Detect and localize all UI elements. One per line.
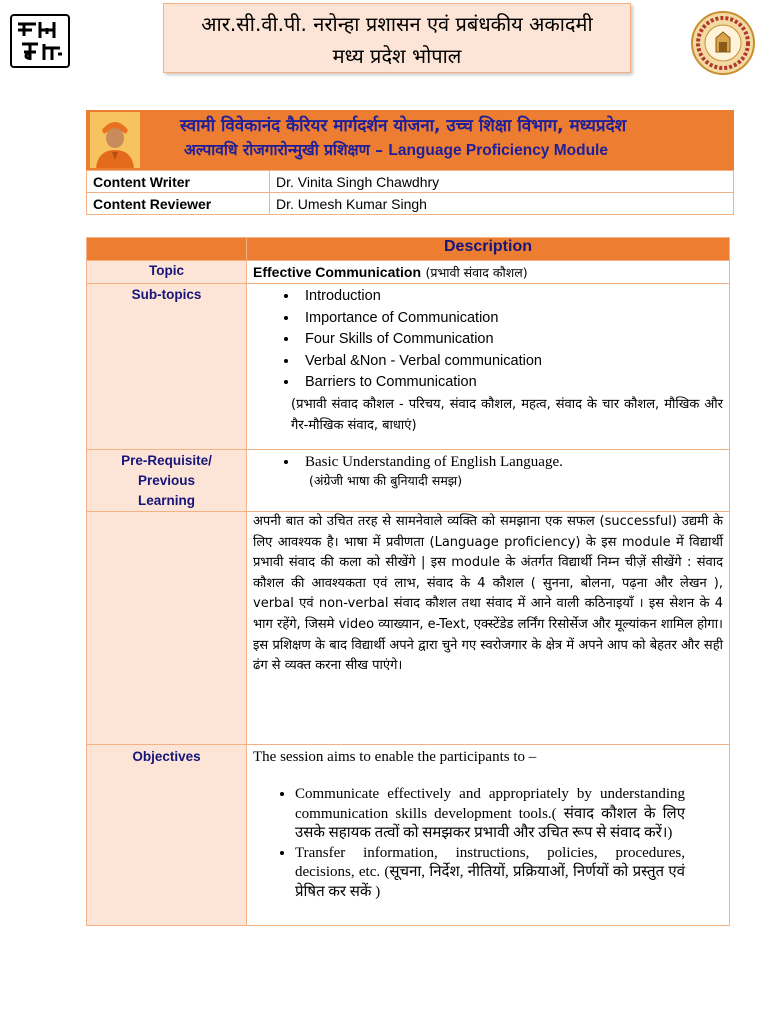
intro-row <box>87 512 730 745</box>
banner-subtitle-english: Language Proficiency Module <box>388 142 608 159</box>
objectives-row <box>87 745 730 926</box>
subtopics-hindi: (प्रभावी संवाद कौशल - परिचय, संवाद कौशल, महत्व, संवाद के चार कौशल, मौखिक और गैर-मौखिक संवाद, बाधाएं) <box>291 396 723 433</box>
subtopics-cell <box>247 284 730 450</box>
prerequisite-item: • Basic Understanding of English Language. <box>299 452 729 472</box>
objective-item: • Communicate effectively and appropriately by understanding communication skills development tools.( संवाद कौशल के लिए उसके सहायक तत्वों को समझकर प्रभावी और उचित रूप से संवाद करें।) <box>295 785 685 844</box>
prerequisite-cell <box>247 450 730 512</box>
writer-row <box>87 171 734 193</box>
intro-paragraph: अपनी बात को उचित तरह से सामनेवाले व्यक्ति को समझाना एक सफल (successful) उद्यमी के लिए आवश्यक है। भाषा में प्रवीणता (Language proficiency) के इस module में विद्यार्थी प्रभावी संवाद की कला को सीखेंगे | इस module के अंतर्गत विद्यार्थी निम्न चीज़ें सीखेंगे : संवाद कौशल की आवश्यकता एवं लाभ, संवाद के 4 कौशल ( सुनना, बोलना, पढ़ना और लेखन ), verbal एवं non-verbal संवाद कौशल तथा संवाद में आने वाली कठिनाइयाँ । इस सेशन के 4 भाग रहेंगे, जिसमे video व्याख्यान, e-Text, एक्स्टेंडेड लर्निंग रिसोर्सेज और मूल्यांकन शामिल होगा। इस प्रशिक्षण के बाद विद्यार्थी अपने द्वारा चुने गए स्वरोजगार के क्षेत्र में अपने आप को बेहतर और सही ढंग से व्यक्त करना सीख पाएंगे। <box>253 514 723 674</box>
header-title-line2: मध्य प्रदेश भोपाल <box>332 44 462 68</box>
scheme-banner <box>86 110 734 170</box>
banner-subtitle <box>184 138 608 160</box>
description-table <box>86 237 730 926</box>
reviewer-label: Content Reviewer <box>87 193 270 215</box>
objectives-intro: The session aims to enable the participants to – <box>253 749 537 765</box>
description-header-spacer <box>87 238 247 261</box>
header-title-line1: आर.सी.वी.पी. नरोन्हा प्रशासन एवं प्रबंधकीय अकादमी <box>201 12 593 36</box>
description-heading: Description <box>247 238 730 261</box>
prerequisite-label-line3: Learning <box>137 493 195 508</box>
reviewer-value: Dr. Umesh Kumar Singh <box>270 193 734 215</box>
vivekananda-portrait <box>90 112 140 168</box>
prerequisite-hindi: (अंग्रेजी भाषा की बुनियादी समझ) <box>309 473 463 488</box>
subtopic-item: • Importance of Communication <box>299 308 729 330</box>
prerequisite-label-line1: Pre-Requisite/ <box>121 453 212 468</box>
objectives-cell <box>247 745 730 926</box>
topic-value-hindi: (प्रभावी संवाद कौशल) <box>425 265 528 280</box>
writer-label: Content Writer <box>87 171 270 193</box>
writer-value: Dr. Vinita Singh Chawdhry <box>270 171 734 193</box>
prerequisite-label-line2: Previous <box>137 473 196 488</box>
banner-subtitle-hindi: अल्पावधि रोजगारोन्मुखी प्रशिक्षण – <box>184 141 383 159</box>
subtopic-item: • Verbal &Non - Verbal communication <box>299 351 729 373</box>
subtopics-label: Sub-topics <box>87 284 247 450</box>
subtopics-row <box>87 284 730 450</box>
description-header-row <box>87 238 730 261</box>
government-emblem <box>688 10 758 76</box>
topic-value-english: Effective Communication <box>253 264 422 280</box>
objectives-label: Objectives <box>87 745 247 926</box>
prerequisite-row <box>87 450 730 512</box>
intro-cell <box>247 512 730 745</box>
header-title-box <box>163 3 631 73</box>
subtopic-item: • Barriers to Communication <box>299 372 729 394</box>
topic-row <box>87 261 730 284</box>
reviewer-row <box>87 193 734 215</box>
credits-table <box>86 170 734 215</box>
objective-item: • Transfer information, instructions, policies, procedures, decisions, etc. (सूचना, निर्देश, नीतियों, प्रक्रियाओं, निर्णयों को प्रस्तुत एवं प्रेषित कर सकें ) <box>295 844 685 903</box>
prerequisite-label <box>87 450 247 512</box>
subtopic-item: • Four Skills of Communication <box>299 329 729 351</box>
subtopics-list <box>247 286 729 394</box>
topic-value <box>247 261 730 284</box>
intro-label-empty <box>87 512 247 745</box>
topic-label: Topic <box>87 261 247 284</box>
banner-title: स्वामी विवेकानंद कैरियर मार्गदर्शन योजना, उच्च शिक्षा विभाग, मध्यप्रदेश <box>180 116 627 136</box>
prerequisite-list <box>247 452 729 472</box>
objectives-list <box>247 785 729 902</box>
academy-logo <box>10 14 70 68</box>
subtopic-item: • Introduction <box>299 286 729 308</box>
